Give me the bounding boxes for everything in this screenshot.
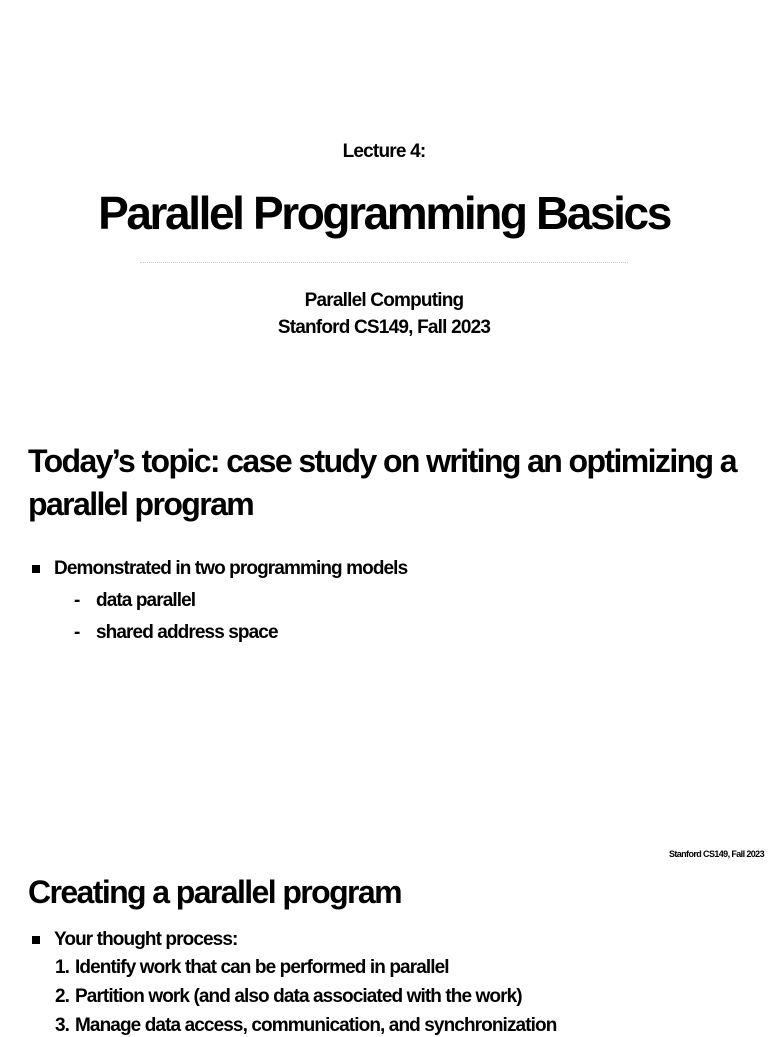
course-name: Parallel Computing xyxy=(304,290,464,311)
title-divider xyxy=(140,262,628,263)
dash-bullet-icon: - xyxy=(74,590,80,611)
bullet-text: Demonstrated in two programming models xyxy=(54,558,408,579)
slide-heading: Creating a parallel program xyxy=(28,874,401,910)
slide-heading-continued: parallel program xyxy=(28,486,254,522)
step-number: 3. xyxy=(55,1015,70,1036)
square-bullet-icon xyxy=(32,936,40,944)
dash-bullet-icon: - xyxy=(74,622,80,643)
lecture-label: Lecture 4: xyxy=(342,141,426,162)
step-number: 1. xyxy=(55,957,70,978)
step-text: Manage data access, communication, and synchronization xyxy=(75,1015,557,1036)
step-number: 2. xyxy=(55,986,70,1007)
sub-item-text: shared address space xyxy=(96,622,278,643)
bullet-text: Your thought process: xyxy=(54,929,238,950)
step-text: Partition work (and also data associated with the work) xyxy=(75,986,522,1007)
step-text: Identify work that can be performed in parallel xyxy=(75,957,449,978)
square-bullet-icon xyxy=(32,565,40,573)
slide-heading: Today’s topic: case study on writing an optimizing a xyxy=(28,443,736,479)
course-term: Stanford CS149, Fall 2023 xyxy=(277,317,491,338)
sub-item-text: data parallel xyxy=(96,590,196,611)
slide-footer: Stanford CS149, Fall 2023 xyxy=(668,849,764,859)
page-title: Parallel Programming Basics xyxy=(98,187,670,239)
